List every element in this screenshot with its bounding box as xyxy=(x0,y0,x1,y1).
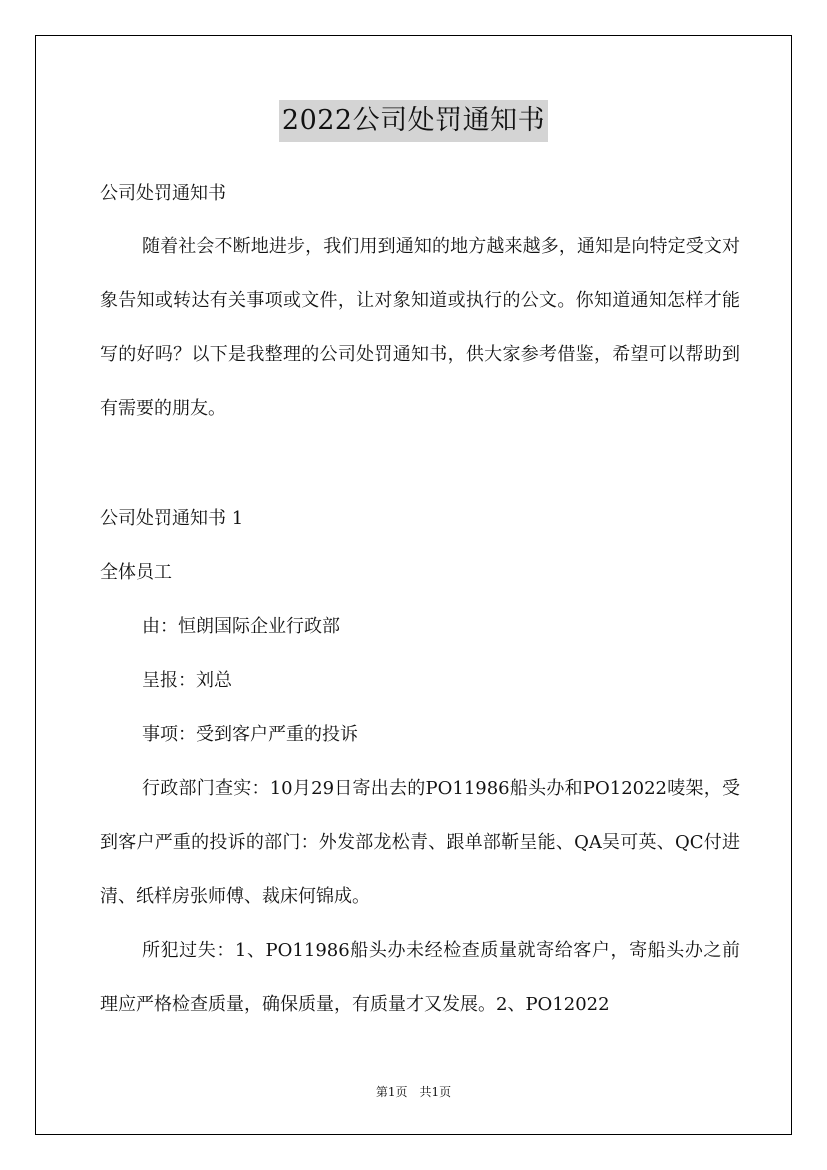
page-number: 第1页 共1页 xyxy=(375,1085,452,1099)
faults-paragraph: 所犯过失：1、PO11986船头办未经检查质量就寄给客户，寄船头办之前理应严格检查质量，确保质量，有质量才又发展。2、PO12022 xyxy=(100,940,740,1015)
report-to-line: 呈报：刘总 xyxy=(142,670,232,691)
recipient-line: 全体员工 xyxy=(100,562,172,583)
subject-line: 事项：受到客户严重的投诉 xyxy=(142,724,358,745)
from-line: 由：恒朗国际企业行政部 xyxy=(142,616,340,637)
title-container xyxy=(0,100,827,142)
document-subtitle: 公司处罚通知书 xyxy=(100,183,226,204)
section-heading: 公司处罚通知书 1 xyxy=(100,508,244,529)
document-title: 2022公司处罚通知书 xyxy=(279,100,548,142)
findings-paragraph: 行政部门查实：10月29日寄出去的PO11986船头办和PO12022唛架，受到客户严重的投诉的部门：外发部龙松青、跟单部靳呈能、QA吴可英、QC付进清、纸样房张师傅、裁床何锦成。 xyxy=(100,778,740,907)
intro-paragraph: 随着社会不断地进步，我们用到通知的地方越来越多，通知是向特定受文对象告知或转达有关事项或文件，让对象知道或执行的公文。你知道通知怎样才能写的好吗？以下是我整理的公司处罚通知书，供大家参考借鉴，希望可以帮助到有需要的朋友。 xyxy=(100,236,740,419)
